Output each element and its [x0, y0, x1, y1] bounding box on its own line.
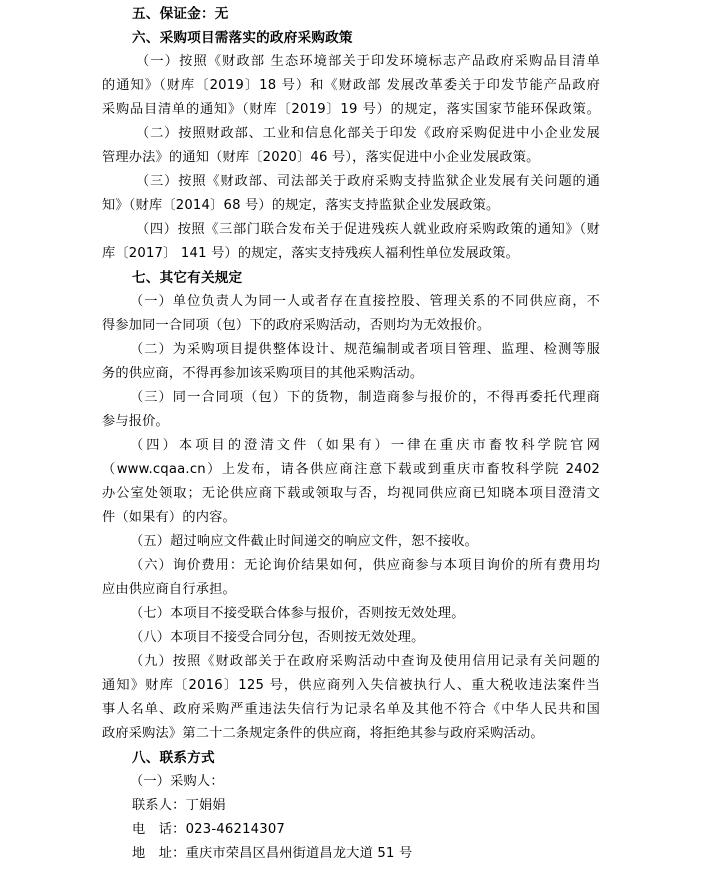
purchaser-label: （一）采购人：: [130, 774, 224, 789]
policy-item-1-line-2: 的通知》（财库〔2019〕18 号）和《财政部 发展改革委关于印发节能产品政府: [102, 78, 600, 93]
provision-item-1-line-1: （一）单位负责人为同一人或者存在直接控股、管理关系的不同供应商，不: [130, 294, 600, 309]
provision-item-9-line-4: 政府采购法》第二十二条规定条件的供应商，将拒绝其参与政府采购活动。: [102, 726, 544, 741]
provision-item-2-line-2: 务的供应商，不得再参加该采购项目的其他采购活动。: [102, 366, 424, 381]
provision-item-9-line-2: 通知》财库〔2016〕125 号，供应商列入失信被执行人、重大税收违法案件当: [102, 678, 600, 693]
policy-item-3-line-1: （三）按照《财政部、司法部关于政府采购支持监狱企业发展有关问题的通: [136, 174, 600, 189]
provision-item-8-line-1: （八）本项目不接受合同分包，否则按无效处理。: [130, 630, 425, 645]
policy-item-2-line-2: 管理办法》的通知（财库〔2020〕46 号），落实促进中小企业发展政策。: [102, 150, 540, 165]
provision-item-6-line-2: 应由供应商自行承担。: [102, 582, 236, 597]
provision-item-9-line-1: （九）按照《财政部关于在政府采购活动中查询及使用信用记录有关问题的: [130, 654, 600, 669]
policy-item-4-line-2: 库〔2017〕 141 号）的规定，落实支持残疾人福利性单位发展政策。: [102, 246, 519, 261]
contact-person-row: [132, 798, 226, 814]
contact-person-value: 丁娟娟: [185, 798, 226, 813]
provision-item-4-line-1: （四）本项目的澄清文件（如果有）一律在重庆市畜牧科学院官网: [130, 438, 600, 453]
provision-item-1-line-2: 得参加同一合同项（包）下的政府采购活动，否则均为无效报价。: [102, 318, 491, 333]
provision-item-6-line-1: （六）询价费用：无论询价结果如何，供应商参与本项目询价的所有费用均: [130, 558, 600, 573]
policy-item-1-line-3: 采购品目清单的通知》（财库〔2019〕19 号）的规定，落实国家节能环保政策。: [102, 102, 600, 117]
policy-item-3-line-2: 知》（财库〔2014〕68 号）的规定，落实支持监狱企业发展政策。: [102, 198, 500, 213]
provision-item-2-line-1: （二）为采购项目提供整体设计、规范编制或者项目管理、监理、检测等服: [130, 342, 600, 357]
policy-item-4-line-1: （四）按照《三部门联合发布关于促进残疾人就业政府采购政策的通知》（财: [136, 222, 600, 237]
provision-item-9-line-3: 事人名单、政府采购严重违法失信行为记录名单及其他不符合《中华人民共和国: [102, 702, 600, 717]
provision-item-7-line-1: （七）本项目不接受联合体参与报价，否则按无效处理。: [130, 606, 465, 621]
provision-item-5-line-1: （五）超过响应文件截止时间递交的响应文件，恕不接收。: [130, 534, 479, 549]
contact-person-label: 联系人：: [132, 798, 186, 813]
phone-value: 023-46214307: [185, 822, 286, 837]
policy-item-1-line-1: （一）按照《财政部 生态环境部关于印发环境标志产品政府采购品目清单: [136, 54, 600, 69]
address-label: 地 址：: [132, 846, 186, 861]
provision-item-3-line-2: 参与报价。: [102, 414, 169, 429]
provision-item-4-line-2: （www.cqaa.cn）上发布，请各供应商注意下载或到重庆市畜牧科学院 2402: [102, 462, 600, 477]
address-value: 重庆市荣昌区昌州街道昌龙大道 51 号: [185, 846, 413, 861]
provision-item-4-line-3: 办公室处领取；无论供应商下载或领取与否，均视同供应商已知晓本项目澄清文: [102, 486, 600, 501]
section-heading-other-provisions: 七、其它有关规定: [132, 270, 243, 286]
provision-item-4-line-4: 件（如果有）的内容。: [102, 510, 236, 525]
phone-row: [132, 822, 285, 838]
provision-item-3-line-1: （三）同一合同项（包）下的货物，制造商参与报价的，不得再委托代理商: [130, 390, 600, 405]
section-heading-procurement-policy: 六、采购项目需落实的政府采购政策: [132, 30, 353, 46]
section-heading-contact: 八、联系方式: [132, 750, 215, 766]
policy-item-2-line-1: （二）按照财政部、工业和信息化部关于印发《政府采购促进中小企业发展: [136, 126, 600, 141]
address-row: [132, 846, 412, 862]
section-heading-deposit: 五、保证金：无: [132, 6, 229, 22]
phone-label: 电 话：: [132, 822, 186, 837]
